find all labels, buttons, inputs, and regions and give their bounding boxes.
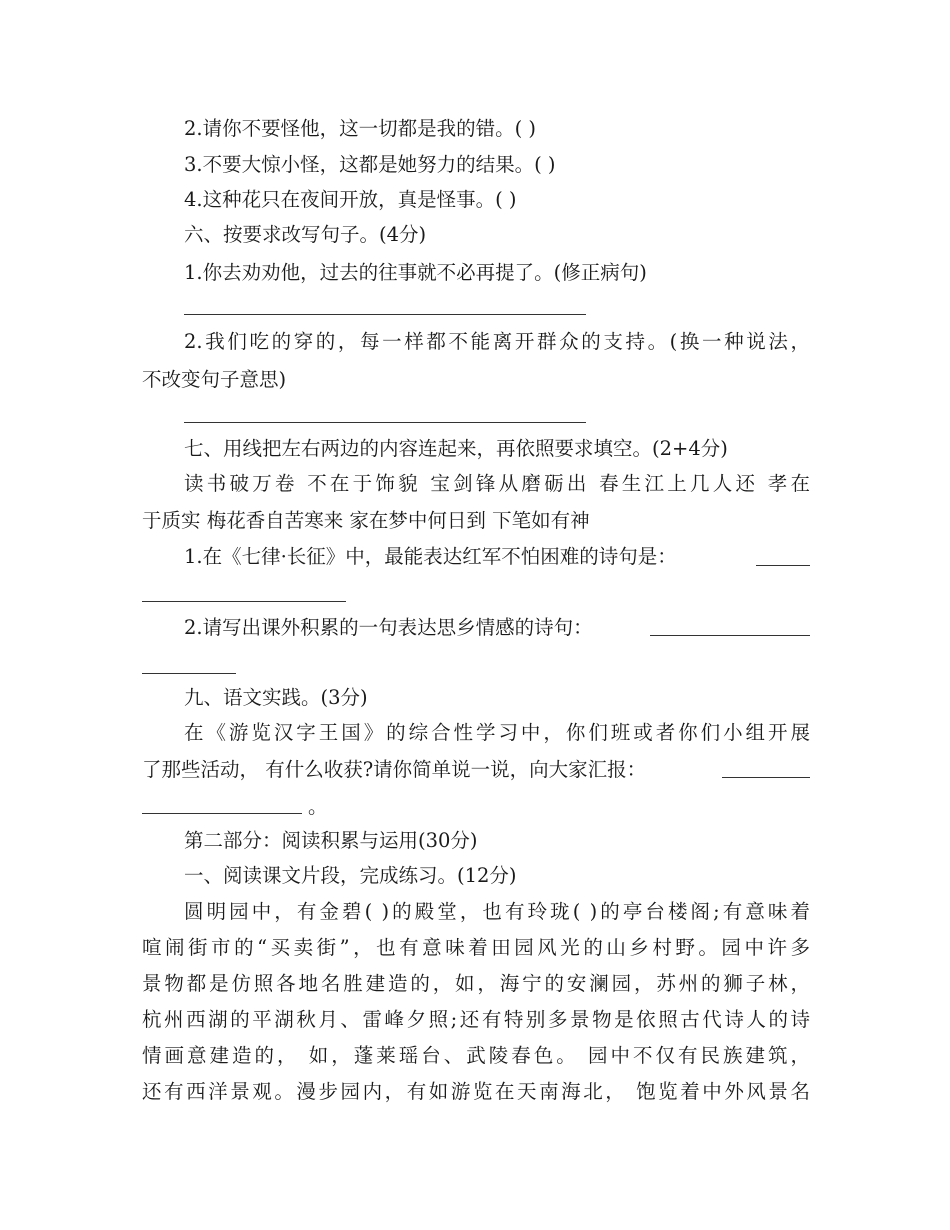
- passage-line: 杭州西湖的平湖秋月、雷峰夕照;还有特别多景物是依照古代诗人的诗: [142, 1008, 810, 1031]
- passage-line: 圆明园中，有金碧( )的殿堂，也有玲珑( )的亭台楼阁;有意味着: [184, 900, 810, 923]
- answer-blank: [142, 813, 302, 814]
- passage-line: 还有西洋景观。漫步园内，有如游览在天南海北， 饱览着中外风景名: [142, 1080, 810, 1103]
- rewrite-question-1: 1.你去劝劝他，过去的往事就不必再提了。(修正病句): [184, 261, 647, 284]
- question-item-2: 2.请你不要怪他，这一切都是我的错。( ): [184, 117, 537, 140]
- answer-blank: [756, 565, 810, 566]
- answer-blank: [722, 777, 810, 778]
- matching-items-cont: 于质实 梅花香自苦寒来 家在梦中何日到 下笔如有神: [142, 509, 590, 532]
- practice-question-cont: 了那些活动， 有什么收获?请你简单说一说，向大家汇报：: [142, 758, 647, 781]
- end-period: 。: [308, 795, 328, 818]
- answer-line: [184, 422, 586, 423]
- rewrite-question-2: 2.我们吃的穿的，每一样都不能离开群众的支持。(换一种说法，: [184, 330, 810, 353]
- answer-blank: [142, 601, 346, 602]
- passage-line: 景物都是仿照各地名胜建造的，如，海宁的安澜园，苏州的狮子林，: [142, 972, 810, 995]
- answer-line: [184, 314, 586, 315]
- reading-section-heading: 一、阅读课文片段，完成练习。(12分): [184, 864, 517, 887]
- answer-blank: [650, 635, 810, 636]
- part-two-heading: 第二部分：阅读积累与运用(30分): [184, 829, 478, 852]
- fill-question-2: 2.请写出课外积累的一句表达思乡情感的诗句：: [184, 616, 593, 639]
- answer-blank: [142, 673, 236, 674]
- section-heading-7: 七、用线把左右两边的内容连起来，再依照要求填空。(2+4分): [184, 437, 728, 460]
- section-heading-9: 九、语文实践。(3分): [184, 686, 368, 709]
- rewrite-question-2-cont: 不改变句子意思): [142, 368, 287, 391]
- passage-line: 喧闹街市的“买卖街”，也有意味着田园风光的山乡村野。园中许多: [142, 936, 810, 959]
- fill-question-1: 1.在《七律·长征》中，最能表达红军不怕困难的诗句是：: [184, 545, 677, 568]
- practice-question: 在《游览汉字王国》的综合性学习中，你们班或者你们小组开展: [184, 721, 810, 744]
- question-item-3: 3.不要大惊小怪，这都是她努力的结果。( ): [184, 153, 556, 176]
- question-item-4: 4.这种花只在夜间开放，真是怪事。( ): [184, 188, 517, 211]
- section-heading-6: 六、按要求改写句子。(4分): [184, 223, 427, 246]
- passage-line: 情画意建造的， 如，蓬莱瑶台、武陵春色。 园中不仅有民族建筑，: [142, 1044, 810, 1067]
- matching-items: 读书破万卷 不在于饰貌 宝剑锋从磨砺出 春生江上几人还 孝在: [184, 472, 810, 495]
